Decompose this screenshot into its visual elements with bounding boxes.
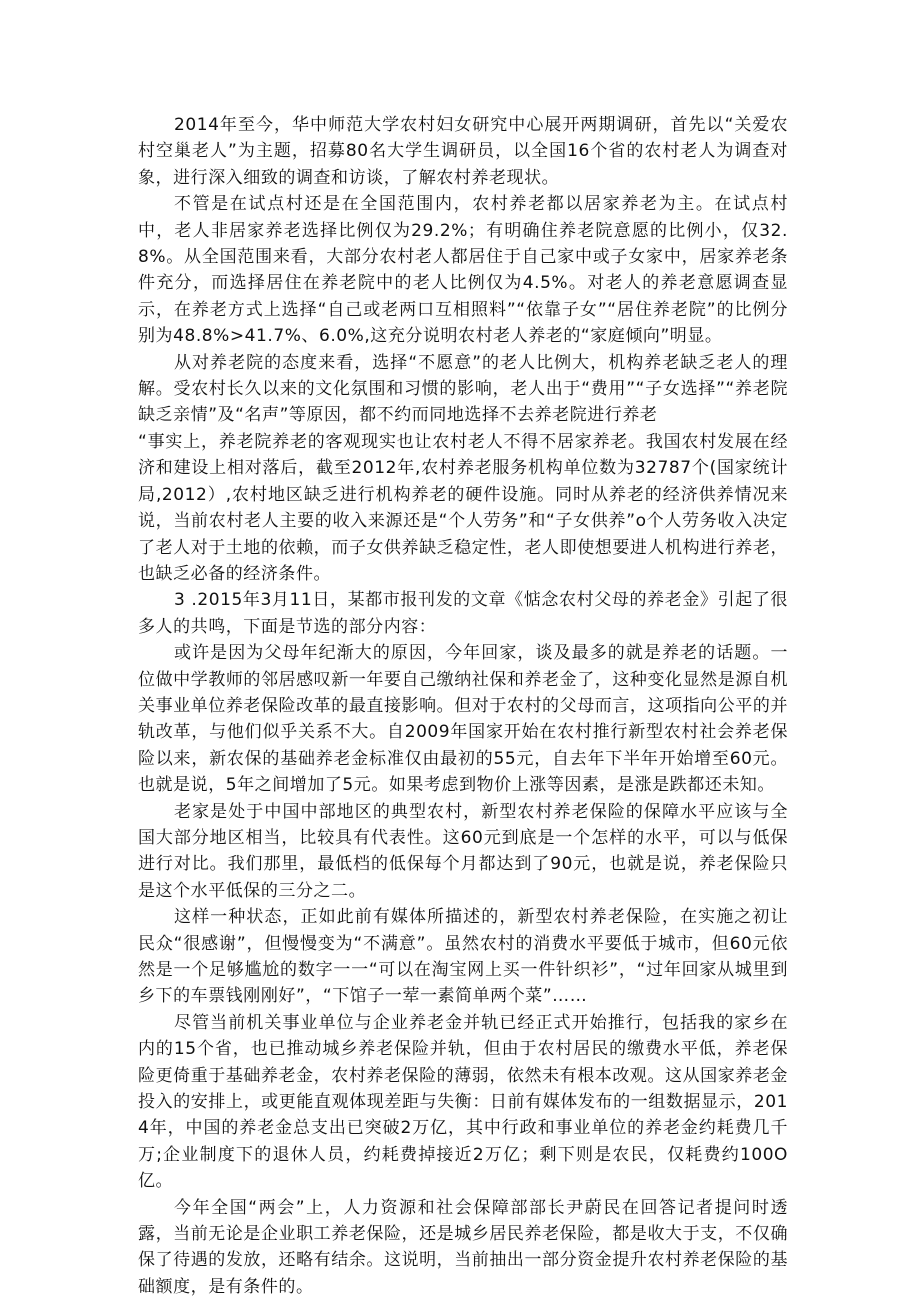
paragraph-nursing-home-attitude: 从对养老院的态度来看，选择“不愿意”的老人比例大，机构养老缺乏老人的理解。受农村长久以来的文化氛围和习惯的影响，老人出于“费用”“子女选择”“养老院缺乏亲情”及“名声”等原因，都不约而同地选择不去养老院进行养老 — [138, 352, 788, 426]
paragraph-hometown-comparison: 老家是处于中国中部地区的典型农村，新型农村养老保险的保障水平应该与全国大部分地区相当，比较具有代表性。这60元到底是一个怎样的水平，可以与低保进行对比。我们那里，最低档的低保每个月都达到了90元，也就是说，养老保险只是这个水平低保的三分之二。 — [138, 801, 788, 901]
paragraph-pension-topic: 或许是因为父母年纪渐大的原因，今年回家，谈及最多的就是养老的话题。一位做中学教师的邻居感叹新一年要自己缴纳社保和养老金了，这种变化显然是源自机关事业单位养老保险改革的最直接影响。但对于农村的父母而言，这项指向公平的并轨改革，与他们似乎关系不大。自2009年国家开始在农村推行新型农村社会养老保险以来，新农保的基础养老金标准仅由最初的55元，自去年下半年开始增至60元。也就是说，5年之间增加了5元。如果考虑到物价上涨等因素，是涨是跌都还未知。 — [138, 643, 788, 796]
paragraph-survey-intro: 2014年至今，华中师范大学农村妇女研究中心展开两期调研，首先以“关爱农村空巢老人”为主题，招募80名大学生调研员，以全国16个省的农村老人为调查对象，进行深入细致的调查和访谈，了解农村养老现状。 — [138, 115, 788, 188]
paragraph-article-intro: 3 .2015年3月11日，某都市报刊发的文章《惦念农村父母的养老金》引起了很多人的共鸣，下面是节选的部分内容： — [138, 590, 788, 637]
paragraph-objective-reality: “事实上，养老院养老的客观现实也让农村老人不得不居家养老。我国农村发展在经济和建设上相对落后，截至2012年,农村养老服务机构单位数为32787个(国家统计局,2012）,农村地区缺乏进行机构养老的硬件设施。同时从养老的经济供养情况来说，当前农村老人主要的收入来源还是“个人劳务”和“子女供养”o个人劳务收入决定了老人对于土地的依赖，而子女供养缺乏稳定性，老人即使想要进人机构进行养老，也缺乏必备的经济条件。 — [138, 431, 788, 584]
paragraph-home-care-ratio: 不管是在试点村还是在全国范围内，农村养老都以居家养老为主。在试点村中，老人非居家养老选择比例仅为29.2%；有明确住养老院意愿的比例小，仅32.8%。从全国范围来看，大部分农村老人都居住于自己家中或子女家中，居家养老条件充分，而选择居住在养老院中的老人比例仅为4.5%。对老人的养老意愿调查显示，在养老方式上选择“自己或老两口互相照料”“依靠子女”“居住养老院”的比例分别为48.8%>41.7%、6.0%,这充分说明农村老人养老的“家庭倾向”明显。 — [138, 194, 788, 347]
paragraph-two-sessions: 今年全国“两会”上，人力资源和社会保障部部长尹蔚民在回答记者提问时透露，当前无论是企业职工养老保险，还是城乡居民养老保险，都是收大于支，不仅确保了待遇的发放，还略有结余。这说明，当前抽出一部分资金提升农村养老保险的基础额度，是有条件的。 — [138, 1197, 788, 1297]
paragraph-pension-imbalance: 尽管当前机关事业单位与企业养老金并轨已经正式开始推行，包括我的家乡在内的15个省，也已推动城乡养老保险并轨，但由于农村居民的缴费水平低，养老保险更倚重于基础养老金，农村养老保险的薄弱，依然未有根本改观。这从国家养老金投入的安排上，或更能直观体现差距与失衡：日前有媒体发布的一组数据显示，2014年，中国的养老金总支出已突破2万亿，其中行政和事业单位的养老金约耗费几千万;企业制度下的退休人员，约耗费掉接近2万亿；剩下则是农民，仅耗费约100O亿。 — [138, 1012, 788, 1192]
document-body — [138, 112, 788, 1300]
paragraph-public-sentiment: 这样一种状态，正如此前有媒体所描述的，新型农村养老保险，在实施之初让民众“很感谢”，但慢慢变为“不满意”。虽然农村的消费水平要低于城市，但60元依然是一个足够尴尬的数字一一“可以在淘宝网上买一件针织衫”，“过年回家从城里到乡下的车票钱刚刚好”，“下馆子一荤一素简单两个菜”…… — [138, 907, 788, 1007]
